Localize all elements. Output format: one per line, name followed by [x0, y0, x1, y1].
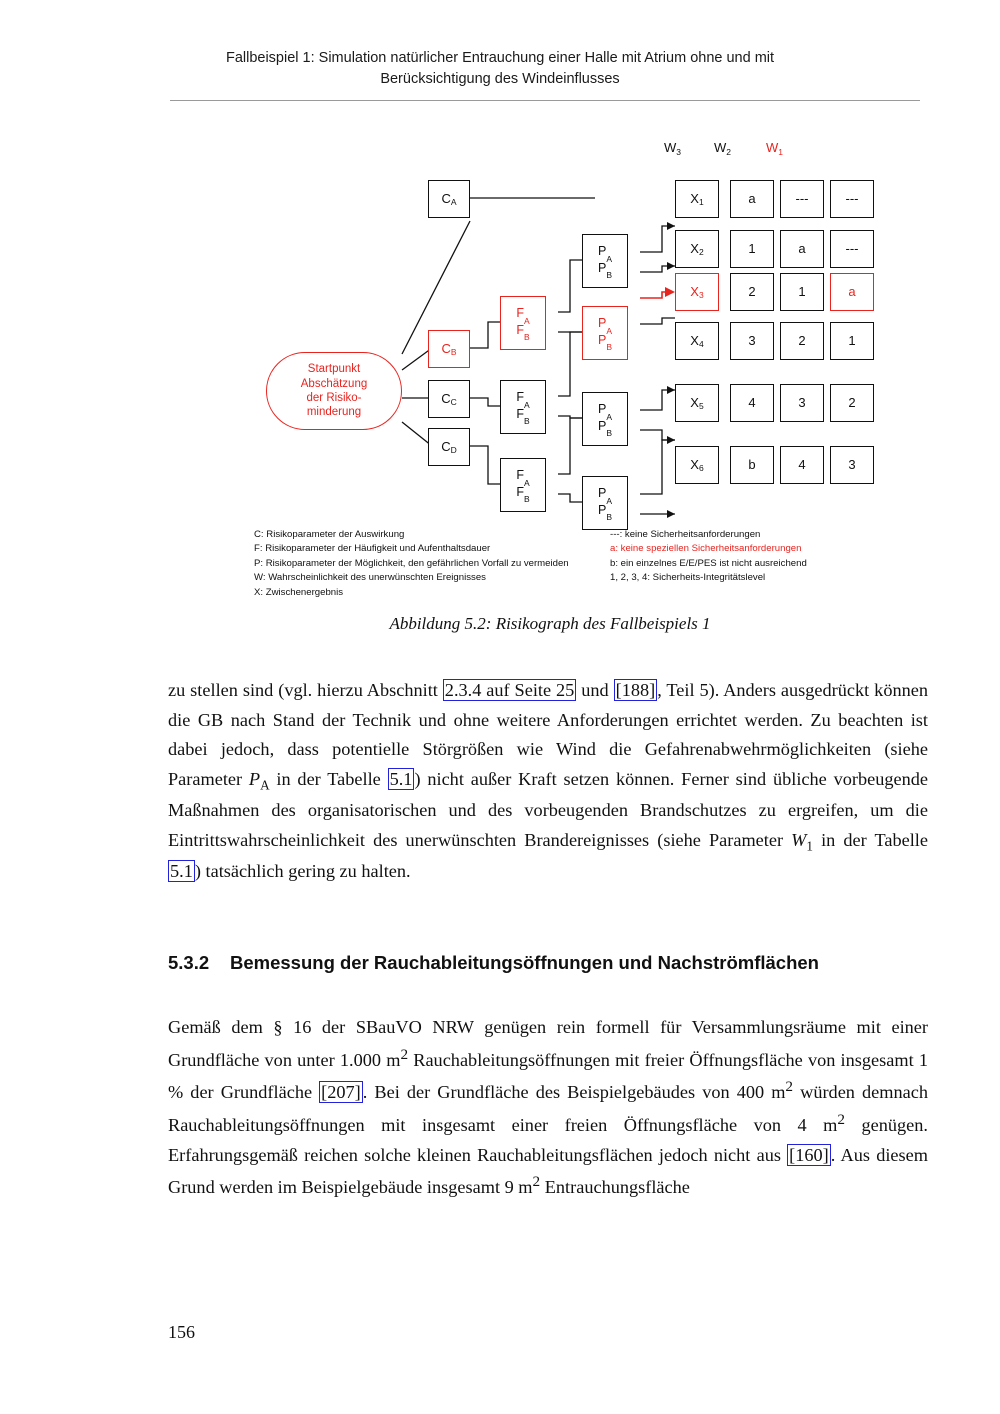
legend-right-line-2: a: keine speziellen Sicherheitsanforderungen [610, 543, 802, 555]
legend-right-line-1: ---: keine Sicherheitsanforderungen [610, 529, 761, 540]
cell-r1-c1: a [730, 180, 774, 218]
param-w: W [791, 829, 807, 850]
cell-r1-c3: --- [830, 180, 874, 218]
node-c-b: C B [428, 330, 470, 368]
w-header-1: $W_1$ [766, 140, 784, 157]
node-f-group-1: $F_A$ $F_B$ [500, 296, 546, 350]
cell-r1-c2: --- [780, 180, 824, 218]
legend-right [610, 528, 910, 586]
paragraph-2 [168, 1013, 928, 1203]
p2-seg-d: würden demnach Rauchableitungsöffnungen mit insgesamt einer freien Öffnungsfläche von 4 m [168, 1082, 929, 1136]
paragraph-1 [168, 676, 928, 886]
node-p-group-4: $P_A$ $P_B$ [582, 476, 628, 530]
node-x-3: X 3 [675, 273, 719, 311]
w-header-3-sub: 3 [676, 147, 682, 157]
node-p-group-1: $P_A$ $P_B$ [582, 234, 628, 288]
legend-left [254, 528, 584, 600]
p2-seg-b: Rauchableitungsöffnungen mit freier Öffnungsfläche von insgesamt 1 % der Grundfläche [168, 1049, 928, 1103]
legend-left-line-1: C: Risikoparameter der Auswirkung [254, 529, 405, 540]
p2-seg-e: genügen. Erfahrungsgemäß reichen solche kleinen Rauchableitungsflächen jedoch nicht aus [168, 1115, 928, 1165]
p2-sup-4: 2 [532, 1173, 541, 1191]
citation-188[interactable]: [188] [615, 680, 656, 700]
node-c-a: C A [428, 180, 470, 218]
figure-caption: Abbildung 5.2: Risikograph des Fallbeispiels 1 [389, 614, 711, 633]
legend-right-line-4: 1, 2, 3, 4: Sicherheits-Integritätslevel [610, 572, 766, 584]
section-title: Bemessung der Rauchableitungsöffnungen und Nachströmflächen [230, 952, 819, 973]
p1-seg-c: , Teil 5). Anders ausgedrückt können die GB nach Stand der Technik und ohne weitere Anforderungen errichtet werden. Zu beachten ist dabei jedoch, dass potentielle Störgrößen wie Wind die Gefahrenabwehrmöglichkeiten (siehe Parameter [168, 680, 928, 789]
cell-r6-c2: 4 [780, 446, 824, 484]
node-x-2: X 2 [675, 230, 719, 268]
p1-seg-f: in der Tabelle [812, 829, 928, 850]
citation-160[interactable]: [160] [789, 1144, 829, 1165]
cell-r5-c3: 2 [830, 384, 874, 422]
cell-r2-c2: a [780, 230, 824, 268]
crossref-section-234[interactable]: 2.3.4 auf Seite 25 [444, 680, 575, 700]
running-header: Fallbeispiel 1: Simulation natürlicher Entrauchung einer Halle mit Atrium ohne und mit Berücksichtigung des Windeinflusses [225, 50, 775, 88]
p2-seg-a: Gemäß dem § 16 der SBauVO NRW genügen rein formell für Versammlungsräume mit einer Grundfläche von unter 1.000 m [168, 1017, 928, 1070]
legend-left-line-2: F: Risikoparameter der Häufigkeit und Aufenthaltsdauer [254, 543, 491, 555]
startpunkt-text: Startpunkt Abschätzung der Risiko- minderung [300, 363, 368, 419]
cell-r6-c3: 3 [830, 446, 874, 484]
p2-sup-3: 2 [837, 1111, 845, 1129]
cell-r4-c2: 2 [780, 322, 824, 360]
node-f-group-3: $F_A$ $F_B$ [500, 458, 546, 512]
legend-left-line-3: P: Risikoparameter der Möglichkeit, den gefährlichen Vorfall zu vermeiden [254, 557, 569, 569]
crossref-table-51-b[interactable]: 5.1 [170, 860, 193, 881]
cell-r6-c1: b [730, 446, 774, 484]
p2-sup-2: 2 [785, 1078, 794, 1096]
node-p-group-3: $P_A$ $P_B$ [582, 392, 628, 446]
p2-seg-c: . Bei der Grundfläche des Beispielgebäudes von 400 m [362, 1082, 786, 1103]
w-header-2: $W_2$ [714, 140, 732, 157]
p2-sup-1: 2 [400, 1045, 409, 1063]
node-x-5: X 5 [675, 384, 719, 422]
cell-r2-c1: 1 [730, 230, 774, 268]
legend-left-line-4: W: Wahrscheinlichkeit des unerwünschten Ereignisses [254, 572, 486, 584]
p1-seg-e: ) nicht außer Kraft setzen können. Ferner sind übliche vorbeugende Maßnahmen des organisatorischen und des vorbeugenden Brandschutzes zu ergreifen, um die Eintrittswahrscheinlichkeit des unerwünschten Brandereignisses (siehe Parameter [168, 768, 928, 850]
w-header-1-sub: 1 [778, 147, 784, 157]
node-c-c: C C [428, 380, 470, 418]
node-p-group-2: $P_A$ $P_B$ [582, 306, 628, 360]
p1-seg-a: zu stellen sind (vgl. hierzu Abschnitt [168, 680, 443, 700]
crossref-table-51-a[interactable]: 5.1 [389, 768, 413, 789]
param-p: P [248, 768, 261, 789]
cell-r5-c1: 4 [730, 384, 774, 422]
legend-right-line-3: b: ein einzelnes E/E/PES ist nicht ausreichend [610, 557, 807, 569]
p1-seg-d: in der Tabelle [269, 768, 388, 789]
page-number: 156 [168, 1322, 195, 1342]
node-x-1: X 1 [675, 180, 719, 218]
p1-seg-b: und [576, 680, 614, 700]
p2-seg-f: . Aus diesem Grund werden im Beispielgebäude insgesamt 9 m [168, 1144, 928, 1198]
node-f-group-2: $F_A$ $F_B$ [500, 380, 546, 434]
param-p-sub: A [260, 777, 270, 793]
cell-r2-c3: --- [830, 230, 874, 268]
param-w-sub: 1 [806, 838, 813, 854]
w-header-3: $W_3$ [664, 140, 682, 157]
cell-r5-c2: 3 [780, 384, 824, 422]
header-rule [170, 100, 920, 101]
node-x-6: X 6 [675, 446, 719, 484]
section-number: 5.3.2 [168, 952, 210, 973]
citation-207[interactable]: [207] [321, 1082, 361, 1103]
node-x-4: X 4 [675, 322, 719, 360]
cell-r3-c3: a [830, 273, 874, 311]
cell-r4-c3: 1 [830, 322, 874, 360]
cell-r3-c1: 2 [730, 273, 774, 311]
w-header-2-sub: 2 [726, 147, 732, 157]
cell-r3-c2: 1 [780, 273, 824, 311]
startpunkt-callout [266, 352, 402, 430]
legend-left-line-5: X: Zwischenergebnis [254, 586, 344, 598]
p2-seg-g: Entrauchungsfläche [540, 1177, 690, 1198]
figure-risikograph [170, 126, 930, 646]
section-heading-532 [168, 952, 928, 974]
node-c-d: C D [428, 428, 470, 466]
p1-seg-g: ) tatsächlich gering zu halten. [194, 860, 411, 881]
cell-r4-c1: 3 [730, 322, 774, 360]
